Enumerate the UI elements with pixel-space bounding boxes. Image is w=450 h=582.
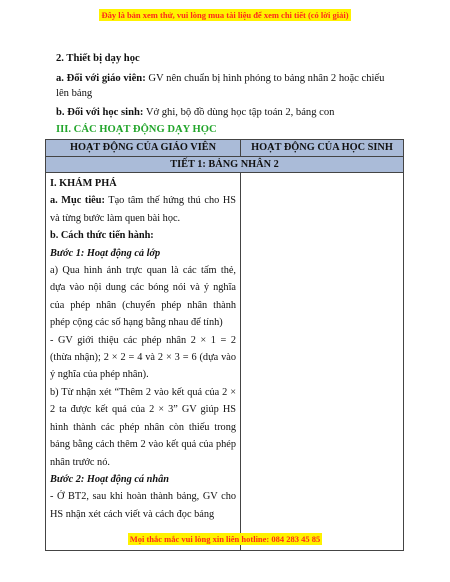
goal-paragraph: a. Mục tiêu: Tạo tâm thế hứng thú cho HS và từng bước làm quen bài học. [50,195,236,224]
hotline-banner: Mọi thắc mắc vui lòng xin liên hotline: 084 283 45 85 [129,534,321,544]
teacher-equipment: a. Đối với giáo viên: GV nên chuẩn bị hình phóng to bảng nhân 2 hoặc chiếu lên bảng [56,73,385,99]
student-column-header: HOẠT ĐỘNG CỦA HỌC SINH [241,140,404,157]
teacher-activities-cell [46,173,241,551]
lesson-title-row [46,157,404,173]
student-activities-cell [241,173,404,551]
table-header-row [46,140,404,157]
teacher-column-header: HOẠT ĐỘNG CỦA GIÁO VIÊN [46,140,241,157]
step1-title: Bước 1: Hoạt động cả lớp [50,247,161,259]
step1-a-paragraph: a) Qua hình ảnh trực quan là các tấm thẻ, dựa vào nội dung các bóng nói và ý nghĩa của phép nhân (chuyển phép nhân thành phép cộng các số hạng bằng nhau để tính) [50,265,236,329]
part-title: I. KHÁM PHÁ [50,178,117,189]
activities-table [45,139,404,551]
method-title: b. Cách thức tiến hành: [50,230,154,242]
lesson-title: TIẾT 1: BẢNG NHÂN 2 [46,157,404,173]
step1-gv-paragraph: - GV giới thiệu các phép nhân 2 × 1 = 2 (thừa nhận); 2 × 2 = 4 và 2 × 3 = 6 (dựa vào ý nghĩa của phép nhân). [50,334,236,381]
student-equipment: b. Đối với học sinh: Vở ghi, bộ đồ dùng học tập toán 2, bảng con [56,107,335,118]
preview-banner: Đây là bản xem thử, vui lòng mua tài liệu để xem chi tiết (có lời giải) [101,10,349,20]
equipment-title: 2. Thiết bị dạy học [56,53,140,64]
step2-paragraph: - Ở BT2, sau khi hoàn thành bảng, GV cho HS nhận xét cách viết và cách đọc bảng [50,491,236,520]
step1-b-paragraph: b) Từ nhận xét “Thêm 2 vào kết quả của 2 × 2 ta được kết quả của 2 × 3” GV giúp HS hình thành các phép nhân còn thiếu trong bảng bằng cách thêm 2 vào kết quả của phép nhân trước nó. [50,386,236,468]
table-row [46,173,404,551]
section-title: III. CÁC HOẠT ĐỘNG DẠY HỌC [56,124,217,135]
equipment-section [56,51,396,125]
step2-title: Bước 2: Hoạt động cá nhân [50,473,169,485]
